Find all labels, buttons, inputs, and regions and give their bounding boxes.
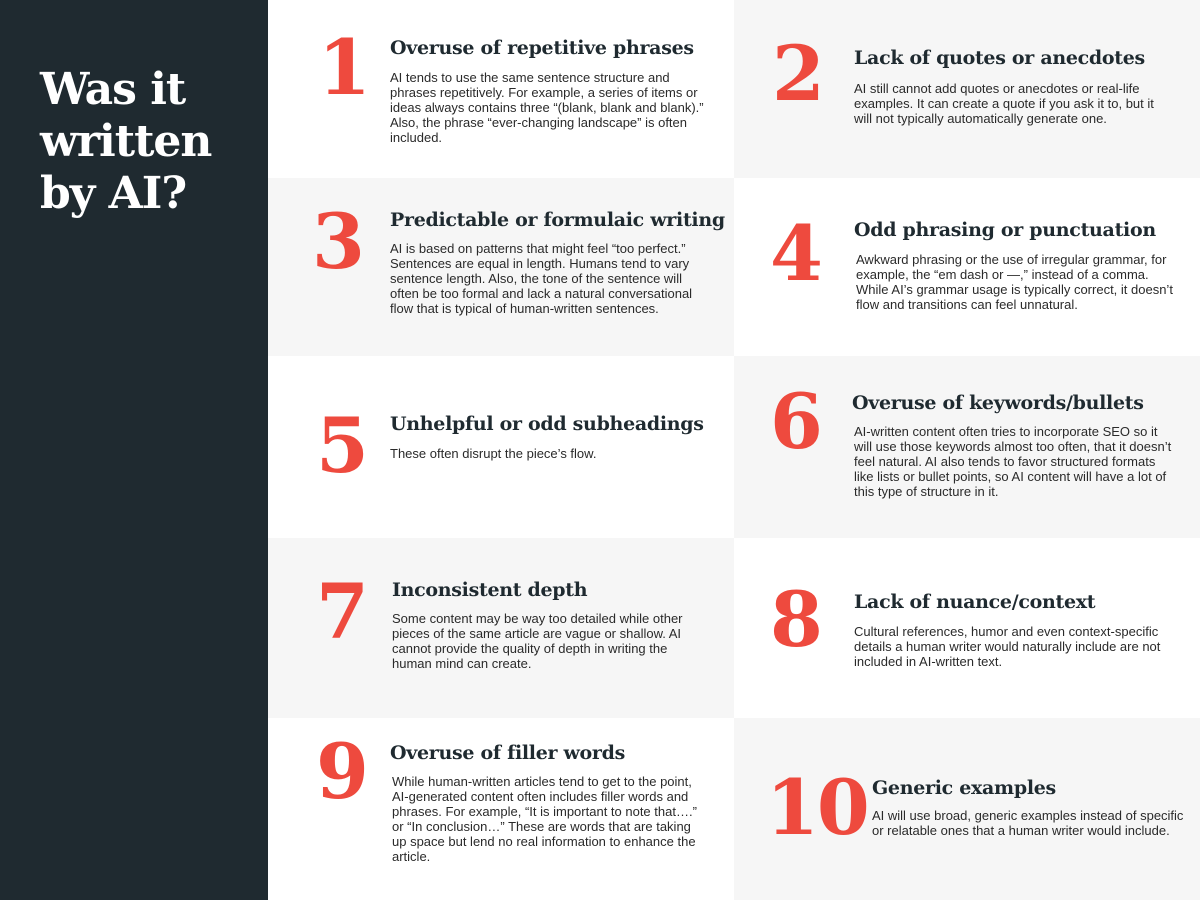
item-number: 1 xyxy=(318,23,369,112)
item-number: 2 xyxy=(772,29,823,118)
list-item-8 xyxy=(734,538,1200,718)
item-heading: Overuse of repetitive phrases xyxy=(390,37,694,59)
item-body: AI still cannot add quotes or anecdotes or real-life examples. It can create a quote if you ask it to, but it will not typically automatically generate one. xyxy=(854,81,1154,126)
item-body: AI-written content often tries to incorporate SEO so it will use those keywords almost too often, that it doesn’t feel natural. AI also tends to favor structured formats like lists or bullet points, so AI content will have a lot of this type of structure in it. xyxy=(854,424,1172,499)
item-number: 10 xyxy=(766,763,868,852)
item-heading: Lack of quotes or anecdotes xyxy=(854,47,1145,69)
list-item-6 xyxy=(734,356,1200,538)
page-title: Was it written by AI? xyxy=(40,64,212,219)
sidebar xyxy=(0,0,268,900)
item-number: 5 xyxy=(316,401,367,490)
item-number: 9 xyxy=(316,727,367,816)
item-body: AI is based on patterns that might feel “too perfect.” Sentences are equal in length. Humans tend to vary sentence length. Also, the tone of the sentence will often be too formal and lack a natural conversational flow that is typical of human-written sentences. xyxy=(390,241,693,316)
item-body: While human-written articles tend to get to the point, AI-generated content often includes filler words and phrases. For example, “It is important to note that….” or “In conclusion…” These are words that are taking up space but lend no real information to enhance the article. xyxy=(392,774,697,864)
list-item-1 xyxy=(268,0,734,178)
item-number: 3 xyxy=(312,197,363,286)
item-body: AI tends to use the same sentence structure and phrases repetitively. For example, a series of items or ideas always contains three “(blank, blank and blank).” Also, the phrase “ever-changing landscape” is often included. xyxy=(390,70,704,145)
item-heading: Generic examples xyxy=(872,777,1056,799)
item-heading: Overuse of filler words xyxy=(390,742,626,764)
item-body: Cultural references, humor and even context-specific details a human writer would naturally include are not included in AI-written text. xyxy=(854,624,1161,669)
item-body: AI will use broad, generic examples instead of specific or relatable ones that a human writer would include. xyxy=(872,808,1184,838)
list-item-9 xyxy=(268,718,734,900)
list-item-2 xyxy=(734,0,1200,178)
item-number: 8 xyxy=(770,575,821,664)
item-body: These often disrupt the piece’s flow. xyxy=(390,446,597,461)
item-body: Some content may be way too detailed while other pieces of the same article are vague or shallow. AI cannot provide the quality of depth in writing the human mind can create. xyxy=(392,611,683,671)
list-item-4 xyxy=(734,178,1200,356)
item-heading: Inconsistent depth xyxy=(392,579,588,601)
list-item-10 xyxy=(734,718,1200,900)
item-number: 4 xyxy=(770,209,821,298)
list-item-3 xyxy=(268,178,734,356)
list-item-5 xyxy=(268,356,734,538)
item-heading: Overuse of keywords/bullets xyxy=(852,392,1144,414)
item-body: Awkward phrasing or the use of irregular grammar, for example, the “em dash or —,” instead of a comma. While AI’s grammar usage is typically correct, it doesn’t flow and transitions can feel unnatural. xyxy=(856,252,1173,312)
item-number: 6 xyxy=(770,377,821,466)
list-item-7 xyxy=(268,538,734,718)
item-heading: Predictable or formulaic writing xyxy=(390,209,725,231)
item-heading: Unhelpful or odd subheadings xyxy=(390,413,704,435)
item-heading: Odd phrasing or punctuation xyxy=(854,219,1156,241)
item-heading: Lack of nuance/context xyxy=(854,591,1096,613)
item-number: 7 xyxy=(316,567,367,656)
